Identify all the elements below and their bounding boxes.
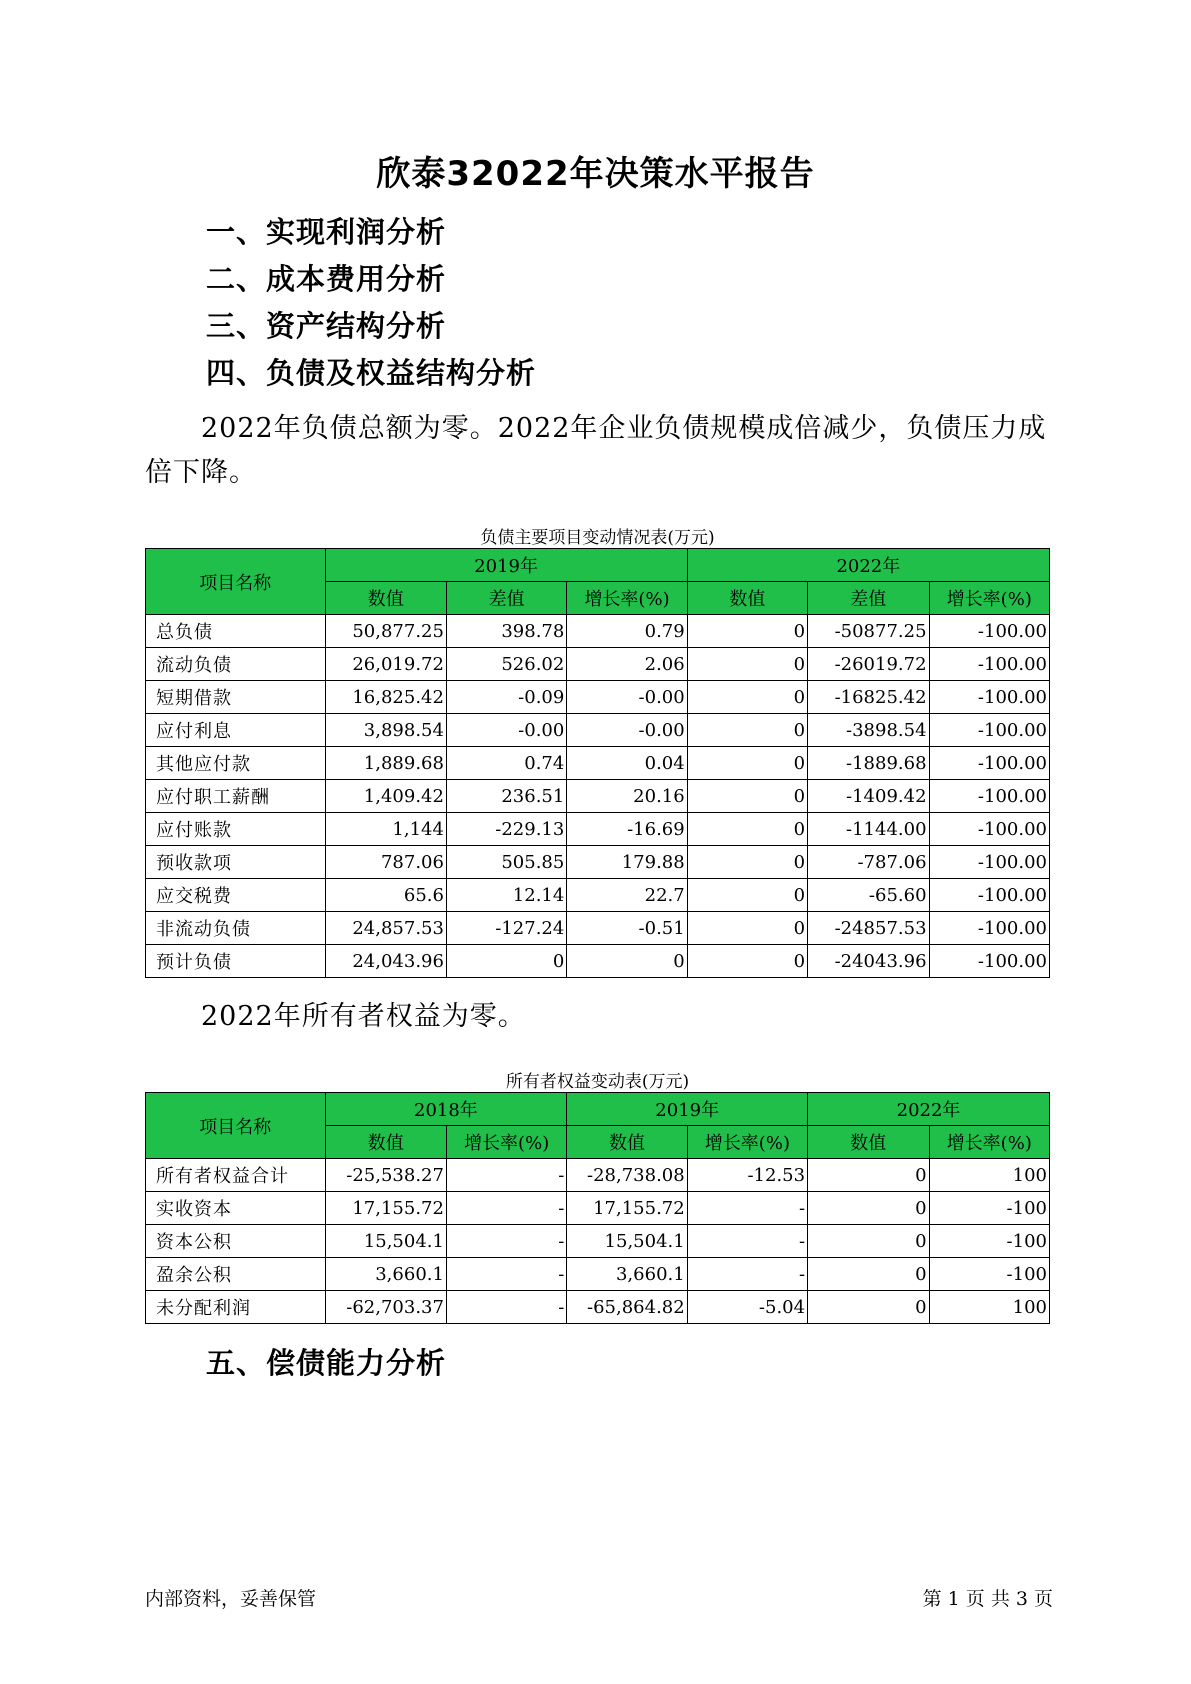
table2-col-header: 数值 [808,1126,929,1159]
cell-value: 0 [687,615,807,648]
cell-value: -229.13 [446,813,566,846]
table-row [146,879,1050,912]
cell-value: -24043.96 [808,945,929,978]
table2-col-header: 数值 [567,1126,687,1159]
cell-value: -28,738.08 [567,1159,687,1192]
paragraph-equity: 2022年所有者权益为零。 [201,1001,526,1032]
cell-value: 1,144 [325,813,446,846]
table1-col-header: 差值 [446,582,566,615]
cell-value: -1144.00 [808,813,929,846]
cell-value: -24857.53 [808,912,929,945]
cell-value: 3,898.54 [325,714,446,747]
row-label: 应付职工薪酬 [146,780,326,813]
table2-col-header: 增长率(%) [446,1126,566,1159]
table-row [146,681,1050,714]
row-label: 盈余公积 [146,1258,326,1291]
table-row [146,615,1050,648]
cell-value: 0 [687,879,807,912]
cell-value: 0 [808,1159,929,1192]
heading-asset: 三、资产结构分析 [206,309,447,343]
row-label: 应付利息 [146,714,326,747]
cell-value: 0.79 [567,615,687,648]
table2-caption: 所有者权益变动表(万元) [505,1072,690,1092]
table2-header-year-c: 2022年 [808,1093,1050,1126]
cell-value: - [446,1291,566,1324]
row-label: 应付账款 [146,813,326,846]
table1-col-header: 数值 [325,582,446,615]
table1-col-header: 增长率(%) [929,582,1049,615]
cell-value: -100.00 [929,945,1049,978]
table2-col-header: 增长率(%) [929,1126,1049,1159]
cell-value: 3,660.1 [567,1258,687,1291]
cell-value: - [687,1225,807,1258]
cell-value: 3,660.1 [325,1258,446,1291]
cell-value: -62,703.37 [325,1291,446,1324]
cell-value: 12.14 [446,879,566,912]
cell-value: 15,504.1 [325,1225,446,1258]
cell-value: -100.00 [929,615,1049,648]
cell-value: 0 [687,780,807,813]
cell-value: -16.69 [567,813,687,846]
cell-value: 17,155.72 [325,1192,446,1225]
cell-value: 0 [808,1258,929,1291]
heading-cost: 二、成本费用分析 [206,262,447,296]
cell-value: 26,019.72 [325,648,446,681]
cell-value: -127.24 [446,912,566,945]
table-row [146,1258,1050,1291]
cell-value: 17,155.72 [567,1192,687,1225]
cell-value: 787.06 [325,846,446,879]
cell-value: 0 [687,714,807,747]
footer-page-number: 第 1 页 共 3 页 [922,1588,1053,1610]
table2-col-header: 数值 [325,1126,446,1159]
row-label: 预收款项 [146,846,326,879]
cell-value: - [446,1192,566,1225]
cell-value: -25,538.27 [325,1159,446,1192]
table1-header-year-a: 2019年 [325,549,687,582]
cell-value: 24,857.53 [325,912,446,945]
cell-value: -0.00 [567,681,687,714]
cell-value: 0 [687,813,807,846]
cell-value: -0.00 [567,714,687,747]
table-row [146,780,1050,813]
cell-value: -100 [929,1225,1049,1258]
row-label: 总负债 [146,615,326,648]
cell-value: 0 [687,945,807,978]
cell-value: 0.04 [567,747,687,780]
table2-body [146,1159,1050,1324]
cell-value: 100 [929,1291,1049,1324]
cell-value: -100 [929,1192,1049,1225]
cell-value: -0.51 [567,912,687,945]
heading-liability: 四、负债及权益结构分析 [206,356,537,390]
cell-value: -100.00 [929,747,1049,780]
paragraph-liability: 2022年负债总额为零。2022年企业负债规模成倍减少，负债压力成倍下降。 [145,413,1047,488]
table1-col-header: 数值 [687,582,807,615]
cell-value: 398.78 [446,615,566,648]
cell-value: 50,877.25 [325,615,446,648]
cell-value: 2.06 [567,648,687,681]
cell-value: -100.00 [929,813,1049,846]
row-label: 应交税费 [146,879,326,912]
cell-value: 179.88 [567,846,687,879]
table-row [146,747,1050,780]
row-label: 流动负债 [146,648,326,681]
equity-table [145,1092,1050,1324]
cell-value: -100 [929,1258,1049,1291]
table1-col-header: 增长率(%) [567,582,687,615]
table2-header-name: 项目名称 [146,1093,326,1159]
cell-value: 0 [687,846,807,879]
heading-profit: 一、实现利润分析 [206,215,447,249]
table-row [146,648,1050,681]
liability-table [145,548,1050,978]
table2-header-year-b: 2019年 [567,1093,808,1126]
cell-value: 236.51 [446,780,566,813]
cell-value: -12.53 [687,1159,807,1192]
cell-value: -0.09 [446,681,566,714]
table-row [146,945,1050,978]
cell-value: - [446,1258,566,1291]
table-row [146,813,1050,846]
heading-solvency: 五、偿债能力分析 [206,1346,447,1380]
cell-value: -1409.42 [808,780,929,813]
cell-value: 0 [446,945,566,978]
row-label: 资本公积 [146,1225,326,1258]
cell-value: 505.85 [446,846,566,879]
table1-header-year-b: 2022年 [687,549,1049,582]
table-row [146,912,1050,945]
cell-value: -100.00 [929,648,1049,681]
table1-header-name: 项目名称 [146,549,326,615]
row-label: 未分配利润 [146,1291,326,1324]
row-label: 预计负债 [146,945,326,978]
cell-value: -26019.72 [808,648,929,681]
table-row [146,714,1050,747]
table-row [146,846,1050,879]
table-row [146,1192,1050,1225]
table-row [146,1225,1050,1258]
cell-value: -1889.68 [808,747,929,780]
cell-value: 0 [567,945,687,978]
cell-value: 15,504.1 [567,1225,687,1258]
table2-header-year-a: 2018年 [325,1093,567,1126]
cell-value: -100.00 [929,846,1049,879]
cell-value: -100.00 [929,912,1049,945]
cell-value: 0 [687,681,807,714]
cell-value: 1,889.68 [325,747,446,780]
cell-value: 65.6 [325,879,446,912]
cell-value: 0 [808,1225,929,1258]
cell-value: -50877.25 [808,615,929,648]
cell-value: 100 [929,1159,1049,1192]
table1-body [146,615,1050,978]
cell-value: -100.00 [929,780,1049,813]
table-row [146,1291,1050,1324]
cell-value: - [446,1159,566,1192]
cell-value: -5.04 [687,1291,807,1324]
cell-value: -100.00 [929,879,1049,912]
row-label: 所有者权益合计 [146,1159,326,1192]
cell-value: -65,864.82 [567,1291,687,1324]
cell-value: -0.00 [446,714,566,747]
cell-value: 1,409.42 [325,780,446,813]
cell-value: -3898.54 [808,714,929,747]
cell-value: - [687,1192,807,1225]
cell-value: 0.74 [446,747,566,780]
row-label: 实收资本 [146,1192,326,1225]
table-row [146,1159,1050,1192]
cell-value: 20.16 [567,780,687,813]
cell-value: -65.60 [808,879,929,912]
cell-value: - [446,1225,566,1258]
cell-value: 24,043.96 [325,945,446,978]
cell-value: 0 [687,912,807,945]
cell-value: -16825.42 [808,681,929,714]
cell-value: 0 [808,1291,929,1324]
cell-value: 0 [687,648,807,681]
footer-confidential: 内部资料，妥善保管 [145,1588,317,1610]
cell-value: 22.7 [567,879,687,912]
row-label: 非流动负债 [146,912,326,945]
cell-value: - [687,1258,807,1291]
page-title: 欣泰32022年决策水平报告 [376,154,815,194]
cell-value: 0 [687,747,807,780]
cell-value: 0 [808,1192,929,1225]
cell-value: 16,825.42 [325,681,446,714]
table2-col-header: 增长率(%) [687,1126,807,1159]
cell-value: -787.06 [808,846,929,879]
cell-value: -100.00 [929,681,1049,714]
row-label: 短期借款 [146,681,326,714]
cell-value: -100.00 [929,714,1049,747]
table1-col-header: 差值 [808,582,929,615]
cell-value: 526.02 [446,648,566,681]
table1-caption: 负债主要项目变动情况表(万元) [480,528,715,548]
row-label: 其他应付款 [146,747,326,780]
